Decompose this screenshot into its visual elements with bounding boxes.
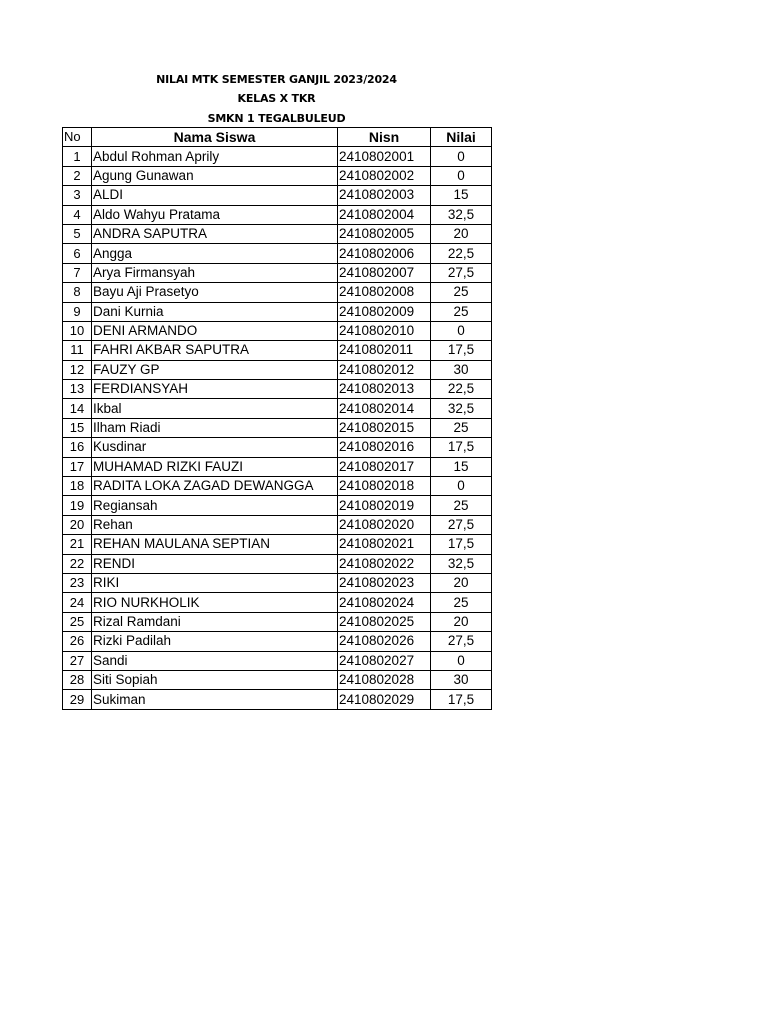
table-body xyxy=(63,147,492,709)
table-row xyxy=(63,670,492,689)
cell-nama-siswa: Rehan xyxy=(92,515,338,534)
table-row xyxy=(63,186,492,205)
cell-no: 20 xyxy=(63,515,92,534)
cell-no: 10 xyxy=(63,321,92,340)
cell-nilai: 15 xyxy=(431,457,492,476)
cell-nama-siswa: DENI ARMANDO xyxy=(92,321,338,340)
cell-no: 25 xyxy=(63,612,92,631)
cell-nilai: 17,5 xyxy=(431,690,492,709)
cell-nama-siswa: Sandi xyxy=(92,651,338,670)
cell-nama-siswa: Angga xyxy=(92,244,338,263)
cell-no: 2 xyxy=(63,166,92,185)
cell-no: 12 xyxy=(63,360,92,379)
cell-nisn: 2410802017 xyxy=(338,457,431,476)
cell-nilai: 30 xyxy=(431,670,492,689)
cell-no: 4 xyxy=(63,205,92,224)
cell-nisn: 2410802027 xyxy=(338,651,431,670)
cell-nama-siswa: Regiansah xyxy=(92,496,338,515)
cell-nisn: 2410802029 xyxy=(338,690,431,709)
table-row xyxy=(63,535,492,554)
cell-no: 3 xyxy=(63,186,92,205)
cell-nisn: 2410802019 xyxy=(338,496,431,515)
table-row xyxy=(63,205,492,224)
cell-nama-siswa: Agung Gunawan xyxy=(92,166,338,185)
cell-nisn: 2410802005 xyxy=(338,224,431,243)
column-header-nama: Nama Siswa xyxy=(92,128,338,147)
cell-no: 7 xyxy=(63,263,92,282)
cell-nilai: 25 xyxy=(431,418,492,437)
table-row xyxy=(63,651,492,670)
cell-nilai: 32,5 xyxy=(431,205,492,224)
cell-no: 16 xyxy=(63,438,92,457)
grades-table xyxy=(62,127,492,710)
cell-nilai: 17,5 xyxy=(431,341,492,360)
table-row xyxy=(63,632,492,651)
column-header-nisn: Nisn xyxy=(338,128,431,147)
cell-nisn: 2410802010 xyxy=(338,321,431,340)
cell-nama-siswa: Sukiman xyxy=(92,690,338,709)
cell-nisn: 2410802024 xyxy=(338,593,431,612)
cell-no: 27 xyxy=(63,651,92,670)
class-label: KELAS X TKR xyxy=(237,92,316,106)
cell-nama-siswa: RIKI xyxy=(92,573,338,592)
cell-nilai: 25 xyxy=(431,283,492,302)
cell-nisn: 2410802018 xyxy=(338,477,431,496)
cell-nilai: 20 xyxy=(431,612,492,631)
cell-nilai: 32,5 xyxy=(431,554,492,573)
table-row xyxy=(63,573,492,592)
cell-nisn: 2410802016 xyxy=(338,438,431,457)
cell-nisn: 2410802025 xyxy=(338,612,431,631)
cell-nilai: 0 xyxy=(431,477,492,496)
table-row xyxy=(63,224,492,243)
cell-nisn: 2410802009 xyxy=(338,302,431,321)
cell-nisn: 2410802021 xyxy=(338,535,431,554)
cell-no: 6 xyxy=(63,244,92,263)
cell-nama-siswa: RENDI xyxy=(92,554,338,573)
cell-no: 18 xyxy=(63,477,92,496)
cell-nilai: 32,5 xyxy=(431,399,492,418)
cell-nisn: 2410802008 xyxy=(338,283,431,302)
cell-nisn: 2410802006 xyxy=(338,244,431,263)
table-row xyxy=(63,263,492,282)
cell-nama-siswa: ANDRA SAPUTRA xyxy=(92,224,338,243)
cell-nama-siswa: RADITA LOKA ZAGAD DEWANGGA xyxy=(92,477,338,496)
cell-nisn: 2410802023 xyxy=(338,573,431,592)
cell-nisn: 2410802012 xyxy=(338,360,431,379)
cell-no: 1 xyxy=(63,147,92,166)
cell-nilai: 0 xyxy=(431,166,492,185)
cell-nama-siswa: Ilham Riadi xyxy=(92,418,338,437)
cell-nisn: 2410802002 xyxy=(338,166,431,185)
table-row xyxy=(63,341,492,360)
cell-nilai: 0 xyxy=(431,321,492,340)
cell-nama-siswa: Ikbal xyxy=(92,399,338,418)
cell-nisn: 2410802003 xyxy=(338,186,431,205)
cell-nama-siswa: RIO NURKHOLIK xyxy=(92,593,338,612)
cell-nisn: 2410802011 xyxy=(338,341,431,360)
table-row xyxy=(63,360,492,379)
cell-nama-siswa: FERDIANSYAH xyxy=(92,380,338,399)
cell-nama-siswa: Aldo Wahyu Pratama xyxy=(92,205,338,224)
table-row xyxy=(63,283,492,302)
column-header-nilai: Nilai xyxy=(431,128,492,147)
cell-nisn: 2410802001 xyxy=(338,147,431,166)
cell-no: 29 xyxy=(63,690,92,709)
cell-nisn: 2410802026 xyxy=(338,632,431,651)
cell-nilai: 27,5 xyxy=(431,263,492,282)
cell-nama-siswa: FAUZY GP xyxy=(92,360,338,379)
cell-no: 11 xyxy=(63,341,92,360)
cell-nama-siswa: REHAN MAULANA SEPTIAN xyxy=(92,535,338,554)
cell-nilai: 17,5 xyxy=(431,438,492,457)
cell-nisn: 2410802015 xyxy=(338,418,431,437)
table-row xyxy=(63,612,492,631)
cell-nilai: 15 xyxy=(431,186,492,205)
cell-nilai: 30 xyxy=(431,360,492,379)
cell-nama-siswa: Dani Kurnia xyxy=(92,302,338,321)
cell-nama-siswa: FAHRI AKBAR SAPUTRA xyxy=(92,341,338,360)
cell-no: 22 xyxy=(63,554,92,573)
cell-nama-siswa: ALDI xyxy=(92,186,338,205)
table-row xyxy=(63,593,492,612)
document-header xyxy=(62,70,491,128)
table-header-row xyxy=(63,128,492,147)
cell-nisn: 2410802007 xyxy=(338,263,431,282)
cell-nama-siswa: Abdul Rohman Aprily xyxy=(92,147,338,166)
cell-nisn: 2410802020 xyxy=(338,515,431,534)
table-row xyxy=(63,438,492,457)
cell-nilai: 20 xyxy=(431,573,492,592)
table-row xyxy=(63,147,492,166)
cell-nilai: 22,5 xyxy=(431,380,492,399)
table-row xyxy=(63,302,492,321)
document-title: NILAI MTK SEMESTER GANJIL 2023/2024 xyxy=(156,73,397,86)
cell-no: 23 xyxy=(63,573,92,592)
cell-no: 8 xyxy=(63,283,92,302)
cell-nilai: 20 xyxy=(431,224,492,243)
cell-nama-siswa: MUHAMAD RIZKI FAUZI xyxy=(92,457,338,476)
cell-no: 9 xyxy=(63,302,92,321)
cell-no: 14 xyxy=(63,399,92,418)
cell-nilai: 0 xyxy=(431,147,492,166)
cell-nama-siswa: Siti Sopiah xyxy=(92,670,338,689)
table-row xyxy=(63,321,492,340)
cell-nilai: 17,5 xyxy=(431,535,492,554)
cell-no: 26 xyxy=(63,632,92,651)
cell-nilai: 0 xyxy=(431,651,492,670)
cell-no: 5 xyxy=(63,224,92,243)
table-row xyxy=(63,515,492,534)
cell-nama-siswa: Bayu Aji Prasetyo xyxy=(92,283,338,302)
cell-nilai: 25 xyxy=(431,302,492,321)
cell-nisn: 2410802028 xyxy=(338,670,431,689)
cell-no: 13 xyxy=(63,380,92,399)
table-row xyxy=(63,244,492,263)
cell-nisn: 2410802022 xyxy=(338,554,431,573)
cell-no: 15 xyxy=(63,418,92,437)
cell-no: 19 xyxy=(63,496,92,515)
cell-nisn: 2410802004 xyxy=(338,205,431,224)
cell-nama-siswa: Rizal Ramdani xyxy=(92,612,338,631)
cell-nisn: 2410802014 xyxy=(338,399,431,418)
table-row xyxy=(63,457,492,476)
table-row xyxy=(63,166,492,185)
cell-nilai: 25 xyxy=(431,593,492,612)
cell-nisn: 2410802013 xyxy=(338,380,431,399)
table-row xyxy=(63,496,492,515)
cell-nama-siswa: Arya Firmansyah xyxy=(92,263,338,282)
column-header-no: No xyxy=(63,128,92,147)
table-row xyxy=(63,477,492,496)
table-row xyxy=(63,554,492,573)
cell-no: 21 xyxy=(63,535,92,554)
cell-nilai: 22,5 xyxy=(431,244,492,263)
table-row xyxy=(63,399,492,418)
cell-nama-siswa: Kusdinar xyxy=(92,438,338,457)
cell-no: 28 xyxy=(63,670,92,689)
cell-no: 24 xyxy=(63,593,92,612)
school-name: SMKN 1 TEGALBULEUD xyxy=(207,111,346,125)
cell-nama-siswa: Rizki Padilah xyxy=(92,632,338,651)
cell-nilai: 27,5 xyxy=(431,515,492,534)
table-row xyxy=(63,418,492,437)
cell-nilai: 25 xyxy=(431,496,492,515)
cell-no: 17 xyxy=(63,457,92,476)
table-row xyxy=(63,380,492,399)
cell-nilai: 27,5 xyxy=(431,632,492,651)
table-row xyxy=(63,690,492,709)
